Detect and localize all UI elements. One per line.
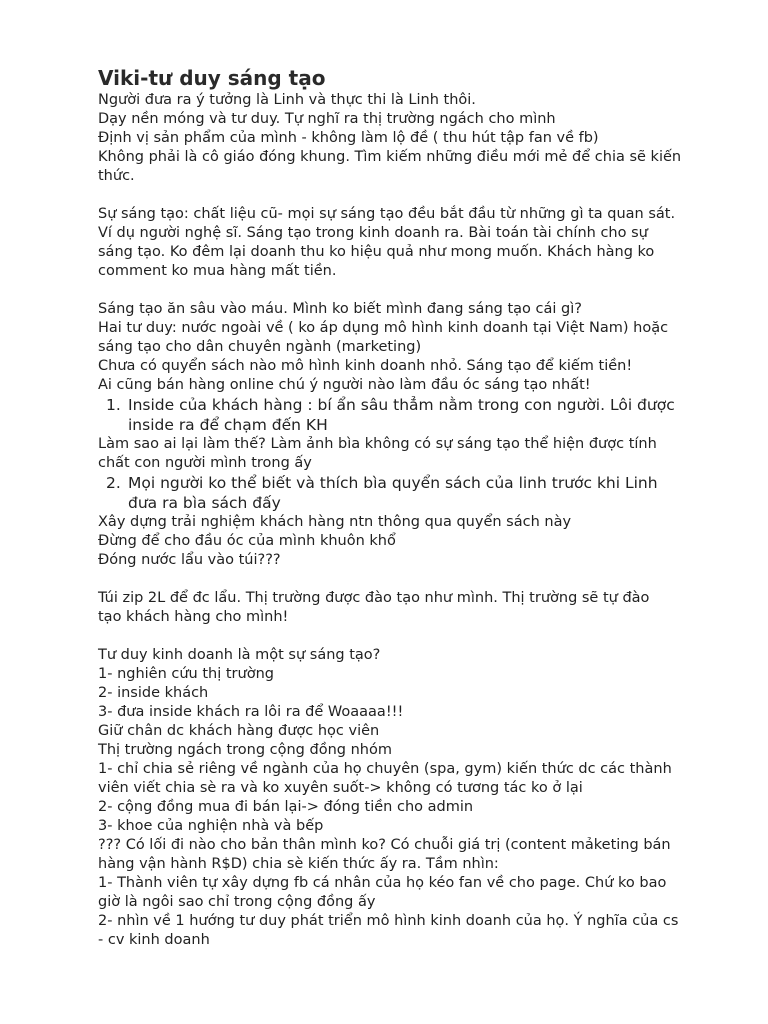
text-line: viên viết chia sè ra và ko xuyên suốt-> không có tương tác ko ở lại: [98, 780, 583, 796]
text-line: Tư duy kinh doanh là một sự sáng tạo?: [98, 647, 381, 663]
item-number: 1.: [106, 396, 121, 414]
text-line: Không phải là cô giáo đóng khung. Tìm kiếm những điều mới mẻ để chia sẽ kiến: [98, 149, 682, 165]
paragraph-block-b: [98, 435, 678, 473]
text-line: 2- nhìn về 1 hướng tư duy phát triển mô hình kinh doanh của họ. Ý nghĩa của cs: [98, 913, 679, 929]
text-line: sáng tạo cho dân chuyên ngành (marketing): [98, 339, 422, 355]
document-title: Viki-tư duy sáng tạo: [98, 66, 326, 90]
text-line: hàng vận hành R$D) chia sè kiến thức ấy ra. Tầm nhìn:: [98, 856, 499, 872]
blank-line: [98, 281, 678, 300]
text-line: Giữ chân dc khách hàng được học viên: [98, 723, 380, 739]
text-line: chất con người mình trong ấy: [98, 455, 312, 471]
text-line: Hai tư duy: nước ngoài về ( ko áp dụng mô hình kinh doanh tại Việt Nam) hoặc: [98, 320, 669, 336]
blank-line: [98, 627, 678, 646]
text-line: Chưa có quyển sách nào mô hình kinh doanh nhỏ. Sáng tạo để kiếm tiền!: [98, 358, 633, 374]
text-line: ??? Có lối đi nào cho bản thân mình ko? Có chuỗi giá trị (content mảketing bán: [98, 837, 671, 853]
item-text-line: inside ra để chạm đến KH: [128, 416, 328, 434]
text-line: Sự sáng tạo: chất liệu cũ- mọi sự sáng tạo đều bắt đầu từ những gì ta quan sát.: [98, 206, 676, 222]
numbered-item-2: [98, 473, 678, 513]
text-line: Đóng nước lẩu vào túi???: [98, 552, 281, 568]
text-line: 1- chỉ chia sẻ riêng về ngành của họ chuyên (spa, gym) kiến thức dc các thành: [98, 761, 672, 777]
text-line: 3- khoe của nghiện nhà và bếp: [98, 818, 324, 834]
text-line: giờ là ngôi sao chỉ trong cộng đồng ấy: [98, 894, 376, 910]
item-number: 2.: [106, 474, 121, 492]
numbered-item-1: [98, 395, 678, 435]
text-line: 1- Thành viên tự xây dựng fb cá nhân của họ kéo fan về cho page. Chứ ko bao: [98, 875, 667, 891]
text-line: Dạy nền móng và tư duy. Tự nghĩ ra thị trường ngách cho mình: [98, 111, 556, 127]
item-text-line: Mọi người ko thể biết và thích bìa quyển sách của linh trước khi Linh: [128, 474, 658, 492]
text-line: Ví dụ người nghệ sĩ. Sáng tạo trong kinh doanh ra. Bài toán tài chính cho sự: [98, 225, 648, 241]
item-text-line: đưa ra bìa sách đấy: [128, 494, 281, 512]
text-line: tạo khách hàng cho mình!: [98, 609, 289, 625]
text-line: Đừng để cho đầu óc của mình khuôn khổ: [98, 533, 396, 549]
document-page: [98, 66, 682, 950]
text-line: - cv kinh doanh: [98, 932, 210, 948]
text-line: 3- đưa inside khách ra lôi ra để Woaaaa!!!: [98, 704, 404, 720]
blank-line: [98, 570, 678, 589]
text-line: 1- nghiên cứu thị trường: [98, 666, 274, 682]
text-line: comment ko mua hàng mất tiền.: [98, 263, 337, 279]
text-line: Sáng tạo ăn sâu vào máu. Mình ko biết mình đang sáng tạo cái gì?: [98, 301, 582, 317]
text-line: Làm sao ai lại làm thế? Làm ảnh bìa không có sự sáng tạo thể hiện được tính: [98, 436, 657, 452]
text-line: Định vị sản phẩm của mình - không làm lộ đề ( thu hút tập fan về fb): [98, 130, 599, 146]
text-line: 2- cộng đồng mua đi bán lại-> đóng tiền cho admin: [98, 799, 474, 815]
text-line: Túi zip 2L để đc lẩu. Thị trường được đào tạo như mình. Thị trường sẽ tự đào: [98, 590, 650, 606]
text-line: Thị trường ngách trong cộng đồng nhóm: [98, 742, 392, 758]
text-line: Xây dựng trải nghiệm khách hàng ntn thông qua quyển sách này: [98, 514, 572, 530]
text-line: 2- inside khách: [98, 685, 209, 701]
text-line: Người đưa ra ý tưởng là Linh và thực thi là Linh thôi.: [98, 92, 476, 108]
text-line: thức.: [98, 168, 135, 184]
paragraph-block-a: [98, 91, 682, 395]
text-line: Ai cũng bán hàng online chú ý người nào làm đầu óc sáng tạo nhất!: [98, 377, 591, 393]
paragraph-block-c: [98, 513, 678, 950]
blank-line: [98, 186, 678, 205]
item-text-line: Inside của khách hàng : bí ẩn sâu thẳm nằm trong con người. Lôi được: [128, 396, 675, 414]
text-line: sáng tạo. Ko đêm lại doanh thu ko hiệu quả như mong muốn. Khách hàng ko: [98, 244, 655, 260]
